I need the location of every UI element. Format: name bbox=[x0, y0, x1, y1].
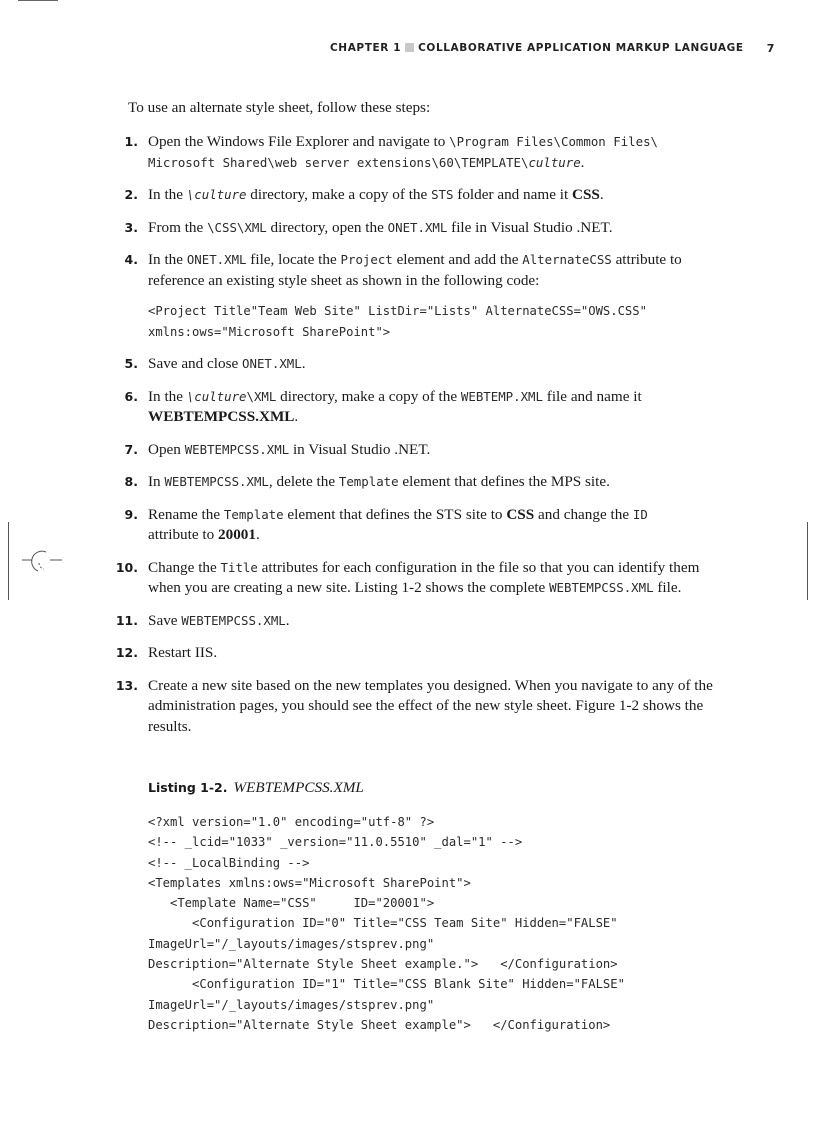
step-text: Create a new site based on the new templates you designed. When you navigate to any of the administration pages, you should see the effect of the new style sheet. Figure 1-2 shows the results. bbox=[148, 676, 713, 735]
step-text: in Visual Studio .NET. bbox=[289, 440, 431, 458]
steps-list bbox=[108, 132, 720, 749]
inline-code: WEBTEMP.XML bbox=[460, 388, 543, 404]
step-number: 9. bbox=[124, 506, 138, 522]
step-text: Restart IIS. bbox=[148, 644, 218, 661]
step-number: 1. bbox=[124, 134, 138, 149]
step-text: . bbox=[285, 611, 290, 629]
step-number: 12. bbox=[115, 645, 138, 660]
step-text: Save and close bbox=[148, 355, 243, 372]
step-number: 11. bbox=[115, 612, 138, 628]
step-text: attributes for each configuration in the file so that you can identify them when you are creating a new site. Listing 1-2 shows the complete bbox=[148, 558, 700, 596]
step-text: , delete the bbox=[268, 473, 339, 490]
crop-mark-right bbox=[807, 522, 808, 600]
listing-line: Description="Alternate Style Sheet example."> </Configuration> bbox=[148, 957, 618, 972]
step-text: element that defines the MPS site. bbox=[398, 473, 610, 490]
step-text: . bbox=[580, 153, 585, 171]
step-text: In the bbox=[148, 251, 187, 268]
bold-term: 20001 bbox=[218, 526, 256, 543]
step-13 bbox=[108, 676, 720, 738]
step-1 bbox=[108, 132, 720, 173]
step-7 bbox=[108, 440, 720, 461]
listing-label: Listing 1-2. bbox=[148, 780, 228, 795]
inline-code: Template bbox=[338, 474, 399, 489]
step-text: Rename the bbox=[148, 505, 224, 523]
step-text: folder and name it bbox=[453, 186, 572, 203]
inline-code: ONET.XML bbox=[242, 356, 302, 371]
inline-code: ONET.XML bbox=[387, 219, 448, 235]
step-text: . bbox=[599, 186, 604, 203]
step-text: directory, make a copy of the bbox=[276, 387, 461, 405]
step-text: Save bbox=[148, 611, 182, 629]
listing-caption bbox=[148, 779, 364, 797]
step-10 bbox=[108, 558, 720, 599]
step-text: Open bbox=[148, 440, 185, 458]
code-block bbox=[148, 301, 720, 342]
step-text: In the bbox=[148, 387, 187, 405]
step-6 bbox=[108, 387, 720, 428]
step-text: file in Visual Studio .NET. bbox=[447, 218, 613, 236]
bold-term: CSS bbox=[571, 186, 600, 203]
step-text: and change the bbox=[534, 505, 633, 523]
step-number: 5. bbox=[124, 356, 138, 371]
inline-code: ID bbox=[632, 506, 648, 522]
path-code: Microsoft Shared\web server extensions\60\TEMPLATE\ bbox=[148, 154, 529, 170]
listing-line: <?xml version="1.0" encoding="utf-8" ?> bbox=[148, 815, 435, 829]
listing-line: <Templates xmlns:ows="Microsoft SharePoint"> bbox=[148, 875, 471, 890]
step-text: element and add the bbox=[392, 251, 523, 268]
step-11 bbox=[108, 611, 720, 632]
listing-line: <Configuration ID="0" Title="CSS Team Site" Hidden="FALSE" bbox=[148, 916, 618, 931]
path-code-italic: culture bbox=[528, 154, 581, 170]
inline-code: WEBTEMPCSS.XML bbox=[184, 441, 290, 457]
step-number: 8. bbox=[124, 474, 138, 489]
path-code-italic: \culture bbox=[186, 388, 247, 404]
inline-code: AlternateCSS bbox=[522, 252, 612, 267]
inline-code: STS bbox=[431, 187, 454, 202]
step-number: 7. bbox=[124, 441, 138, 457]
step-number: 2. bbox=[124, 187, 138, 202]
step-text: attribute to bbox=[148, 526, 219, 543]
bold-term: WEBTEMPCSS.XML bbox=[148, 408, 295, 425]
code-line: <Project Title"Team Web Site" ListDir="Lists" AlternateCSS="OWS.CSS" bbox=[148, 304, 647, 318]
listing-line: <Template Name="CSS" ID="20001"> bbox=[148, 896, 435, 911]
inline-code: WEBTEMPCSS.XML bbox=[549, 580, 654, 595]
listing-line: ImageUrl="/_layouts/images/stsprev.png" bbox=[148, 936, 435, 951]
step-number: 6. bbox=[124, 388, 138, 404]
step-text: . bbox=[301, 355, 306, 372]
inline-code: Title bbox=[220, 559, 258, 575]
registration-mark-icon bbox=[22, 549, 62, 579]
step-5 bbox=[108, 354, 720, 375]
step-8 bbox=[108, 472, 720, 493]
step-text: In bbox=[148, 473, 165, 490]
chapter-title: COLLABORATIVE APPLICATION MARKUP LANGUAGE bbox=[418, 42, 744, 54]
square-separator-icon bbox=[405, 43, 414, 52]
inline-code: WEBTEMPCSS.XML bbox=[181, 612, 286, 628]
step-text: . bbox=[255, 526, 260, 543]
step-text: Change the bbox=[148, 558, 221, 576]
step-4 bbox=[108, 250, 720, 342]
bold-term: CSS bbox=[506, 505, 535, 523]
running-header-chapter bbox=[330, 42, 744, 54]
listing-line: Description="Alternate Style Sheet example"> </Configuration> bbox=[148, 1017, 611, 1032]
crop-mark-left bbox=[8, 522, 9, 600]
inline-code: Template bbox=[223, 506, 284, 522]
intro-paragraph: To use an alternate style sheet, follow these steps: bbox=[128, 99, 431, 116]
chapter-label: CHAPTER 1 bbox=[330, 42, 402, 54]
listing-line: ImageUrl="/_layouts/images/stsprev.png" bbox=[148, 997, 435, 1012]
step-text: file, locate the bbox=[246, 251, 341, 268]
step-3 bbox=[108, 218, 720, 239]
code-listing bbox=[148, 812, 788, 1035]
step-text: Open the Windows File Explorer and navigate to bbox=[148, 133, 450, 150]
step-text: attribute to reference an existing style sheet as shown in the following code: bbox=[148, 251, 682, 289]
step-9 bbox=[108, 505, 720, 546]
step-2 bbox=[108, 185, 720, 206]
step-text: file and name it bbox=[542, 387, 642, 405]
step-text: directory, open the bbox=[266, 218, 388, 236]
step-number: 13. bbox=[115, 677, 138, 693]
step-number: 4. bbox=[124, 252, 138, 267]
page-number: 7 bbox=[766, 42, 775, 55]
step-12 bbox=[108, 643, 720, 664]
listing-line: <!-- _LocalBinding --> bbox=[148, 855, 310, 870]
running-header bbox=[330, 42, 775, 60]
step-text: file. bbox=[653, 579, 682, 596]
listing-title: WEBTEMPCSS.XML bbox=[233, 779, 364, 796]
step-number: 3. bbox=[124, 219, 138, 235]
step-text: directory, make a copy of the bbox=[246, 186, 432, 203]
inline-code: WEBTEMPCSS.XML bbox=[164, 474, 269, 489]
path-code: \XML bbox=[246, 388, 277, 404]
listing-line: <!-- _lcid="1033" _version="11.0.5510" _dal="1" --> bbox=[148, 835, 523, 850]
step-text: In the bbox=[148, 186, 187, 203]
step-text: element that defines the STS site to bbox=[283, 505, 507, 523]
inline-code: ONET.XML bbox=[186, 252, 247, 267]
inline-code: Project bbox=[340, 252, 393, 267]
inline-code: \CSS\XML bbox=[207, 219, 267, 235]
step-text: From the bbox=[148, 218, 208, 236]
path-code: \Program Files\Common Files\ bbox=[449, 134, 658, 149]
listing-line: <Configuration ID="1" Title="CSS Blank Site" Hidden="FALSE" bbox=[148, 977, 625, 992]
step-text: . bbox=[294, 408, 299, 425]
crop-mark-top bbox=[18, 0, 58, 1]
path-code-italic: \culture bbox=[186, 187, 247, 202]
code-line: xmlns:ows="Microsoft SharePoint"> bbox=[148, 324, 391, 339]
step-number: 10. bbox=[115, 559, 138, 575]
